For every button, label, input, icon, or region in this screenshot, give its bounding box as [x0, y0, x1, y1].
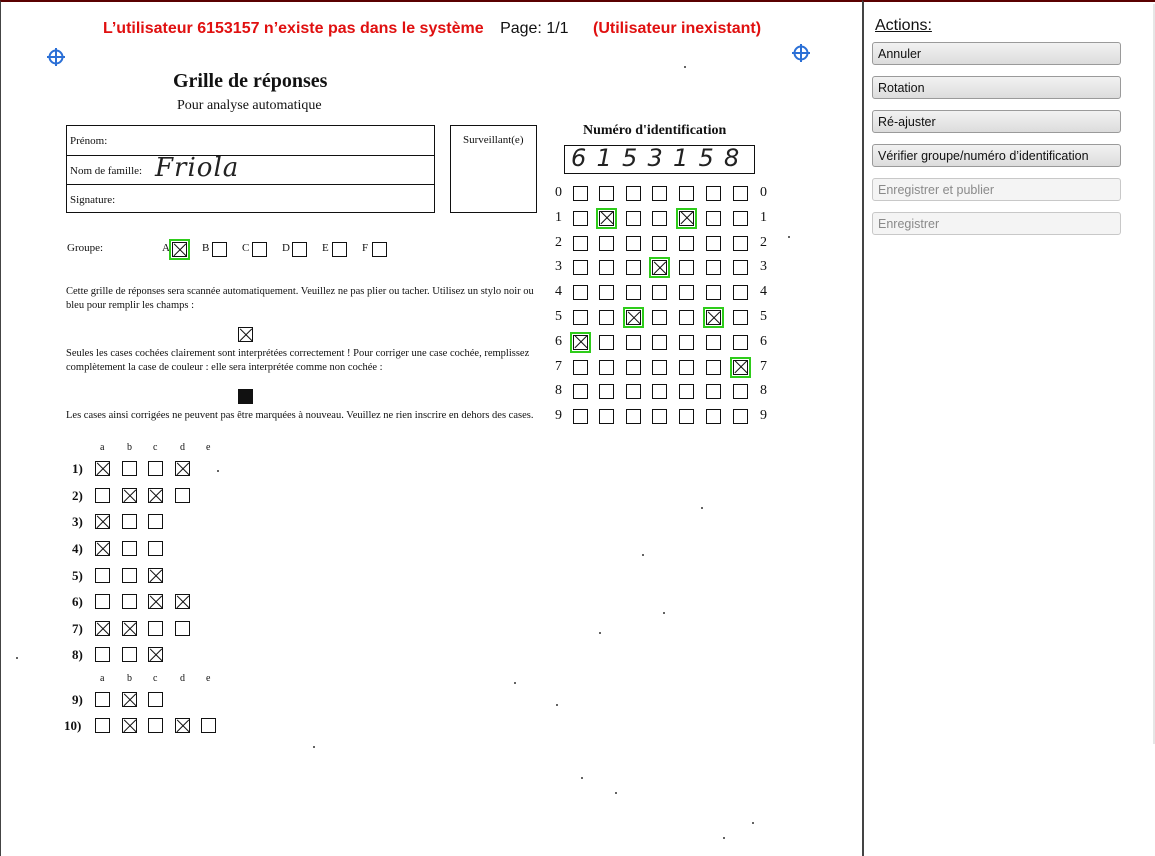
group-option-label-a: A: [162, 242, 170, 254]
id-box-col4-7[interactable]: [652, 360, 667, 375]
instruction-paragraph-1: Cette grille de réponses sera scannée automatiquement. Veuillez ne pas plier ou tacher. Utilisez un stylo noir ou bleu pour remplir les champs :: [66, 286, 534, 311]
question-label: 4): [72, 541, 83, 556]
question-label: 5): [72, 568, 83, 583]
id-box-col7-4[interactable]: [733, 285, 748, 300]
status-bar: [1, 20, 863, 38]
id-box-col2-7[interactable]: [599, 360, 614, 375]
scan-speck: [16, 657, 18, 659]
id-box-col7-0[interactable]: [733, 186, 748, 201]
answer-box-q5-a[interactable]: [95, 568, 110, 583]
name-fields-box: [66, 125, 435, 213]
id-box-col1-6[interactable]: [573, 335, 588, 350]
answer-box-q1-b[interactable]: [122, 461, 137, 476]
id-box-col5-4[interactable]: [679, 285, 694, 300]
id-row-label-left: 7: [555, 358, 562, 374]
scan-speck: [701, 507, 703, 509]
column-header-a-top: a: [100, 442, 105, 453]
id-box-col1-5[interactable]: [573, 310, 588, 325]
id-row-label-left: 8: [555, 383, 562, 399]
scan-speck: [599, 632, 601, 634]
group-option-label-f: F: [362, 242, 369, 254]
id-box-col3-6[interactable]: [626, 335, 641, 350]
id-row-label-left: 6: [555, 333, 562, 349]
column-header-c-bottom: c: [153, 673, 158, 684]
scan-speck: [556, 704, 558, 706]
answer-box-q5-c[interactable]: [148, 568, 163, 583]
id-box-col3-0[interactable]: [626, 186, 641, 201]
example-checked-box: [238, 327, 253, 342]
id-box-col4-2[interactable]: [652, 236, 667, 251]
id-box-col5-3[interactable]: [679, 260, 694, 275]
scan-speck: [217, 470, 219, 472]
id-box-col2-2[interactable]: [599, 236, 614, 251]
first-name-row: [67, 126, 434, 155]
question-label: 2): [72, 488, 83, 503]
id-box-col4-0[interactable]: [652, 186, 667, 201]
instruction-paragraph-3: Les cases ainsi corrigées ne peuvent pas être marquées à nouveau. Veuillez ne rien inscrire en dehors des cases.: [66, 410, 534, 421]
id-box-col6-8[interactable]: [706, 384, 721, 399]
status-label: (Utilisateur inexistant): [593, 20, 762, 37]
id-box-col7-7[interactable]: [733, 360, 748, 375]
actions-panel: [862, 0, 1155, 856]
id-row-label-right: 0: [760, 185, 767, 200]
id-box-col4-1[interactable]: [652, 211, 667, 226]
cancel-button[interactable]: Annuler: [872, 42, 1121, 65]
id-box-col5-7[interactable]: [679, 360, 694, 375]
answer-box-q8-a[interactable]: [95, 647, 110, 662]
scan-speck: [581, 777, 583, 779]
answer-box-q2-b[interactable]: [122, 488, 137, 503]
answer-box-q4-b[interactable]: [122, 541, 137, 556]
id-written-digit: 8: [724, 144, 740, 172]
save-button[interactable]: Enregistrer: [872, 212, 1121, 235]
id-box-col6-9[interactable]: [706, 409, 721, 424]
question-label: 9): [72, 692, 83, 707]
id-box-col2-4[interactable]: [599, 285, 614, 300]
last-name-row: [67, 155, 434, 184]
answer-box-q9-a[interactable]: [95, 692, 110, 707]
column-header-b-top: b: [127, 442, 132, 453]
supervisor-label: Surveillant(e): [463, 134, 524, 146]
scan-speck: [788, 236, 790, 238]
answer-box-q3-c[interactable]: [148, 514, 163, 529]
scan-speck: [663, 612, 665, 614]
id-box-col5-9[interactable]: [679, 409, 694, 424]
id-box-col2-0[interactable]: [599, 186, 614, 201]
id-box-col2-6[interactable]: [599, 335, 614, 350]
id-box-col4-5[interactable]: [652, 310, 667, 325]
id-box-col2-8[interactable]: [599, 384, 614, 399]
id-row-label-left: 5: [555, 309, 562, 324]
group-box-d[interactable]: [292, 242, 307, 257]
answer-box-q3-b[interactable]: [122, 514, 137, 529]
answer-box-q5-b[interactable]: [122, 568, 137, 583]
id-box-col2-1[interactable]: [599, 211, 614, 226]
id-box-col1-9[interactable]: [573, 409, 588, 424]
id-row-label-left: 0: [555, 185, 562, 200]
id-box-col4-8[interactable]: [652, 384, 667, 399]
id-box-col6-2[interactable]: [706, 236, 721, 251]
id-row-label-right: 9: [760, 408, 767, 424]
signature-label: Signature:: [70, 194, 116, 206]
id-box-col6-6[interactable]: [706, 335, 721, 350]
sheet-title: Grille de réponses: [173, 70, 328, 92]
group-option-label-b: B: [202, 242, 210, 254]
id-box-col6-3[interactable]: [706, 260, 721, 275]
id-box-col4-9[interactable]: [652, 409, 667, 424]
answer-box-q2-c[interactable]: [148, 488, 163, 503]
id-row-label-left: 2: [555, 234, 562, 250]
column-header-b-bottom: b: [127, 673, 132, 684]
id-written-digit: 6: [571, 144, 587, 172]
answer-box-q10-a[interactable]: [95, 718, 110, 733]
column-header-a-bottom: a: [100, 673, 105, 684]
id-row-label-left: 9: [555, 408, 562, 424]
id-box-col7-6[interactable]: [733, 335, 748, 350]
column-header-d-top: d: [180, 442, 185, 453]
example-filled-box: [238, 389, 253, 404]
scan-speck: [313, 746, 315, 748]
answer-box-q9-c[interactable]: [148, 692, 163, 707]
id-box-col7-1[interactable]: [733, 211, 748, 226]
group-option-label-c: C: [242, 242, 250, 254]
answer-box-q6-d[interactable]: [175, 594, 190, 609]
answer-box-q9-b[interactable]: [122, 692, 137, 707]
sheet-subtitle: Pour analyse automatique: [177, 98, 322, 113]
group-option-label-e: E: [322, 242, 329, 254]
id-row-label-right: 1: [760, 209, 767, 225]
question-label: 3): [72, 514, 83, 529]
id-box-col1-2[interactable]: [573, 236, 588, 251]
id-box-col3-3[interactable]: [626, 260, 641, 275]
answer-box-q6-b[interactable]: [122, 594, 137, 609]
instruction-paragraph-2: Seules les cases cochées clairement sont interprétées correctement ! Pour corriger une case cochée, remplissez complètement la case de couleur : elle sera interprétée comme non cochée :: [66, 348, 530, 373]
answer-box-q10-c[interactable]: [148, 718, 163, 733]
id-row-label-right: 5: [760, 309, 767, 324]
answer-box-q10-e[interactable]: [201, 718, 216, 733]
error-message: L’utilisateur 6153157 n’existe pas dans le système: [102, 20, 484, 37]
answer-box-q4-c[interactable]: [148, 541, 163, 556]
id-row-label-left: 1: [555, 209, 562, 225]
id-written-digit: 1: [596, 144, 612, 172]
answer-box-q7-b[interactable]: [122, 621, 137, 636]
id-row-label-right: 2: [760, 234, 767, 250]
first-name-label: Prénom:: [70, 135, 108, 147]
id-written-digit: 3: [647, 144, 663, 172]
id-box-col1-1[interactable]: [573, 211, 588, 226]
group-label: Groupe:: [67, 242, 104, 254]
question-label: 7): [72, 621, 83, 636]
id-box-col5-5[interactable]: [679, 310, 694, 325]
id-number-title: Numéro d'identification: [583, 123, 727, 138]
column-header-e-top: e: [206, 442, 211, 453]
column-header-e-bottom: e: [206, 673, 211, 684]
last-name-handwriting: Friola: [155, 153, 240, 183]
right-crosshair-icon[interactable]: [792, 44, 810, 62]
id-box-col5-1[interactable]: [679, 211, 694, 226]
id-box-col7-5[interactable]: [733, 310, 748, 325]
question-label: 1): [72, 461, 83, 476]
group-box-f[interactable]: [372, 242, 387, 257]
id-box-col7-9[interactable]: [733, 409, 748, 424]
id-written-digit: 5: [622, 144, 638, 172]
scan-speck: [642, 554, 644, 556]
id-box-col4-3[interactable]: [652, 260, 667, 275]
id-box-col3-7[interactable]: [626, 360, 641, 375]
id-box-col3-4[interactable]: [626, 285, 641, 300]
answer-box-q3-a[interactable]: [95, 514, 110, 529]
answer-box-q10-d[interactable]: [175, 718, 190, 733]
answer-box-q8-c[interactable]: [148, 647, 163, 662]
id-box-col2-3[interactable]: [599, 260, 614, 275]
id-box-col3-9[interactable]: [626, 409, 641, 424]
id-box-col5-2[interactable]: [679, 236, 694, 251]
id-box-col1-3[interactable]: [573, 260, 588, 275]
group-box-a[interactable]: [172, 242, 187, 257]
id-box-col1-0[interactable]: [573, 186, 588, 201]
id-box-col1-4[interactable]: [573, 285, 588, 300]
id-row-label-right: 7: [760, 358, 767, 374]
answer-box-q8-b[interactable]: [122, 647, 137, 662]
id-box-col7-8[interactable]: [733, 384, 748, 399]
group-box-c[interactable]: [252, 242, 267, 257]
id-box-col2-5[interactable]: [599, 310, 614, 325]
answer-box-q1-d[interactable]: [175, 461, 190, 476]
scan-speck: [752, 822, 754, 824]
answer-box-q4-a[interactable]: [95, 541, 110, 556]
id-number-written: [564, 145, 755, 174]
id-box-col1-7[interactable]: [573, 360, 588, 375]
id-written-digit: 5: [698, 144, 714, 172]
rotate-button[interactable]: Rotation: [872, 76, 1121, 99]
id-box-col5-0[interactable]: [679, 186, 694, 201]
id-row-label-left: 3: [555, 259, 562, 275]
id-box-col6-5[interactable]: [706, 310, 721, 325]
save-and-publish-button[interactable]: Enregistrer et publier: [872, 178, 1121, 201]
answer-box-q10-b[interactable]: [122, 718, 137, 733]
scan-speck: [684, 66, 686, 68]
last-name-label: Nom de famille:: [70, 165, 143, 177]
id-box-col4-4[interactable]: [652, 285, 667, 300]
page-indicator: Page: 1/1: [500, 20, 569, 37]
question-label: 6): [72, 594, 83, 609]
id-box-col5-6[interactable]: [679, 335, 694, 350]
column-header-d-bottom: d: [180, 673, 185, 684]
scan-speck: [514, 682, 516, 684]
group-box-b[interactable]: [212, 242, 227, 257]
id-row-label-left: 4: [555, 284, 562, 300]
scan-speck: [723, 837, 725, 839]
column-header-c-top: c: [153, 442, 158, 453]
answer-box-q7-c[interactable]: [148, 621, 163, 636]
group-box-e[interactable]: [332, 242, 347, 257]
id-row-label-right: 3: [760, 259, 767, 275]
id-box-col5-8[interactable]: [679, 384, 694, 399]
question-label: 10): [64, 718, 82, 733]
id-box-col6-4[interactable]: [706, 285, 721, 300]
answer-box-q2-d[interactable]: [175, 488, 190, 503]
id-box-col4-6[interactable]: [652, 335, 667, 350]
id-box-col6-7[interactable]: [706, 360, 721, 375]
id-row-label-right: 8: [760, 383, 767, 399]
id-box-col7-2[interactable]: [733, 236, 748, 251]
scan-speck: [615, 792, 617, 794]
verify-group-id-button[interactable]: Vérifier groupe/numéro d’identification: [872, 144, 1121, 167]
answer-box-q6-c[interactable]: [148, 594, 163, 609]
readjust-button[interactable]: Ré-ajuster: [872, 110, 1121, 133]
answer-box-q7-d[interactable]: [175, 621, 190, 636]
supervisor-box: [450, 125, 537, 213]
answer-box-q2-a[interactable]: [95, 488, 110, 503]
id-box-col3-1[interactable]: [626, 211, 641, 226]
left-crosshair-icon[interactable]: [47, 48, 65, 66]
actions-title: Actions:: [875, 17, 932, 34]
id-box-col3-8[interactable]: [626, 384, 641, 399]
id-row-label-right: 6: [760, 333, 767, 349]
id-box-col6-0[interactable]: [706, 186, 721, 201]
id-box-col2-9[interactable]: [599, 409, 614, 424]
signature-row: [67, 184, 434, 213]
group-option-label-d: D: [282, 242, 290, 254]
id-box-col1-8[interactable]: [573, 384, 588, 399]
id-box-col6-1[interactable]: [706, 211, 721, 226]
question-label: 8): [72, 647, 83, 662]
answer-box-q1-c[interactable]: [148, 461, 163, 476]
id-box-col3-5[interactable]: [626, 310, 641, 325]
id-box-col7-3[interactable]: [733, 260, 748, 275]
id-box-col3-2[interactable]: [626, 236, 641, 251]
id-written-digit: 1: [673, 144, 689, 172]
answer-box-q7-a[interactable]: [95, 621, 110, 636]
answer-box-q6-a[interactable]: [95, 594, 110, 609]
answer-box-q1-a[interactable]: [95, 461, 110, 476]
id-row-label-right: 4: [760, 284, 767, 300]
